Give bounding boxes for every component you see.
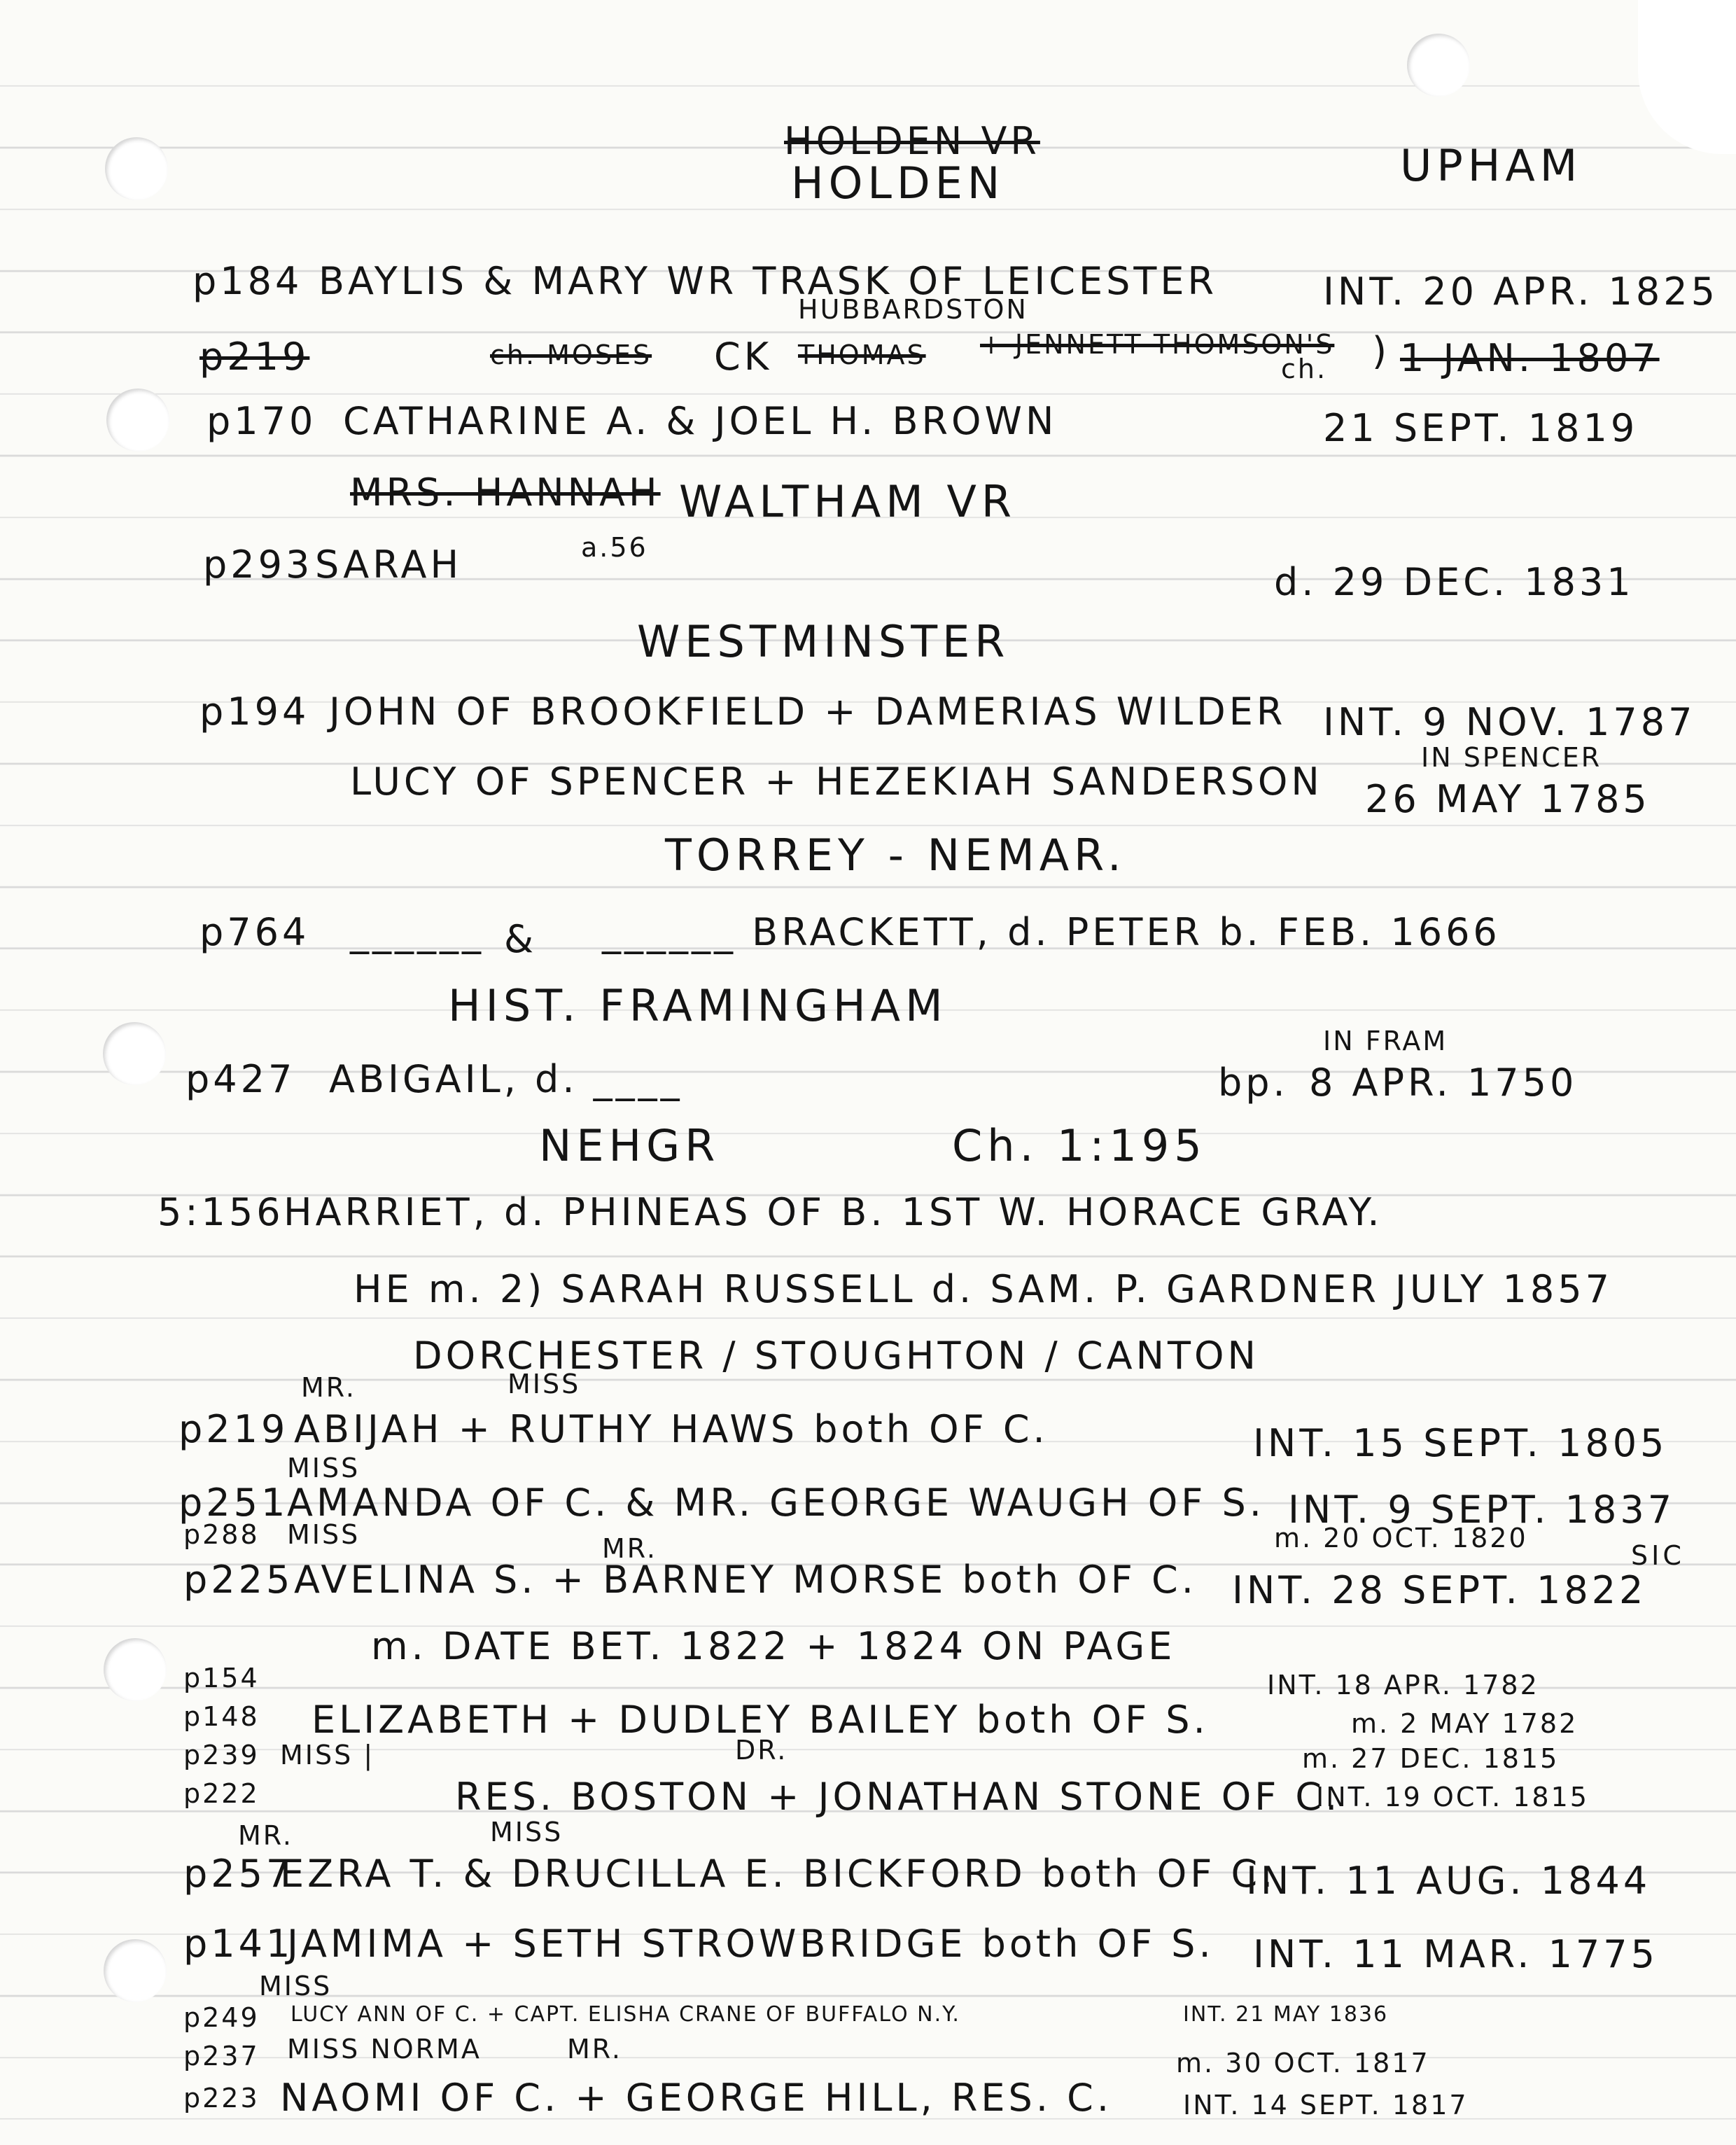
entry-page: p141: [183, 1922, 294, 1966]
rounded-corner: [1638, 0, 1736, 154]
entry-paren: ): [1372, 329, 1391, 373]
heading-surname: UPHAM: [1400, 140, 1583, 191]
entry-date: m. 2 MAY 1782: [1351, 1708, 1578, 1739]
entry-page: p239: [183, 1740, 260, 1770]
heading-waltham: WALTHAM VR: [679, 476, 1016, 527]
entry-page: p288: [183, 1519, 260, 1550]
pre-note: MISS: [259, 1971, 332, 2001]
punch-hole-bottom: [104, 1939, 167, 2002]
entry-date: INT. 15 SEPT. 1805: [1253, 1421, 1668, 1465]
struck-page: p219: [200, 335, 310, 379]
entry-bp: bp.: [1218, 1061, 1289, 1105]
entry-text: JAMIMA + SETH STROWBRIDGE both OF S.: [287, 1922, 1214, 1966]
entry-text: LUCY ANN OF C. + CAPT. ELISHA CRANE OF BUFFALO N.Y.: [290, 2002, 960, 2027]
pre-note: MISS: [287, 1453, 360, 1483]
heading-framingham: HIST. FRAMINGHAM: [448, 980, 948, 1031]
entry-text: ELIZABETH + DUDLEY BAILEY both OF S.: [312, 1698, 1209, 1742]
entry-text: EZRA T. & DRUCILLA E. BICKFORD both OF C.: [280, 1852, 1277, 1896]
entry-page: p154: [183, 1663, 260, 1693]
entry-page: p184: [192, 259, 303, 303]
pre-note: MISS: [287, 1519, 360, 1550]
entry-note: IN SPENCER: [1421, 742, 1602, 773]
entry-ch: ch.: [1281, 354, 1328, 384]
entry-page: p427: [186, 1057, 296, 1101]
mid-note: MISS: [490, 1817, 564, 1847]
heading-westminster: WESTMINSTER: [637, 616, 1010, 667]
entry-date: INT. 14 SEPT. 1817: [1183, 2090, 1469, 2120]
entry-age: a.56: [581, 532, 648, 563]
struck-date: 1 JAN. 1807: [1400, 336, 1660, 380]
entry-page: p194: [200, 690, 310, 734]
entry-date: 8 APR. 1750: [1309, 1061, 1578, 1105]
entry-ck: CK: [714, 335, 773, 379]
struck-heading: MRS. HANNAH: [350, 470, 661, 515]
heading-torrey: TORREY - NEMAR.: [665, 830, 1126, 881]
entry-date: m. 27 DEC. 1815: [1302, 1743, 1560, 1774]
entry-date: INT. 21 MAY 1836: [1183, 2002, 1389, 2027]
note-above: HUBBARDSTON: [798, 294, 1028, 325]
entry-name: SARAH: [315, 543, 463, 587]
entry-date: INT. 19 OCT. 1815: [1316, 1782, 1589, 1812]
entry-text: RES. BOSTON + JONATHAN STONE OF C.: [455, 1775, 1341, 1819]
punch-hole-lower: [104, 1638, 167, 1701]
struck-text: ch. MOSES: [490, 340, 652, 370]
punch-hole-upper: [106, 389, 169, 452]
entry-date: INT. 28 SEPT. 1822: [1232, 1568, 1647, 1612]
entry-date: INT. 20 APR. 1825: [1323, 270, 1718, 314]
entry-page: p225: [183, 1558, 294, 1602]
entry-page: p251: [178, 1481, 289, 1525]
heading-dorchester: DORCHESTER / STOUGHTON / CANTON: [413, 1334, 1259, 1378]
punch-hole-middle: [103, 1022, 166, 1085]
entry-page: p293: [203, 543, 314, 587]
entry-note: IN FRAM: [1323, 1026, 1448, 1056]
pre-note: MISS |: [280, 1740, 375, 1770]
entry-page: p170: [206, 399, 317, 443]
entry-page: p222: [183, 1778, 260, 1809]
entry-date: INT. 18 APR. 1782: [1267, 1670, 1539, 1700]
heading-holden: HOLDEN: [791, 158, 1005, 209]
struck-name: THOMAS: [798, 340, 926, 370]
mid-note: MR.: [602, 1533, 657, 1564]
pre-note: MR.: [301, 1372, 356, 1403]
entry-page: p148: [183, 1701, 260, 1732]
entry-date: 21 SEPT. 1819: [1323, 406, 1639, 450]
entry-date: m. 30 OCT. 1817: [1176, 2048, 1430, 2078]
entry-date: INT. 11 MAR. 1775: [1253, 1932, 1658, 1976]
punch-hole-top: [105, 137, 168, 200]
entry-page: p249: [183, 2002, 260, 2033]
entry-page: p219: [178, 1407, 289, 1451]
pre-note: MISS NORMA: [287, 2034, 482, 2064]
entry-date: 26 MAY 1785: [1365, 777, 1651, 821]
entry-text: BAYLIS & MARY WR TRASK OF LEICESTER: [318, 259, 1218, 303]
entry-blank: ______: [350, 910, 484, 954]
entry-text: CATHARINE A. & JOEL H. BROWN: [343, 399, 1058, 443]
entry-amp: &: [504, 917, 538, 961]
nehgr-ref: Ch. 1:195: [952, 1120, 1207, 1171]
entry-date: INT. 9 NOV. 1787: [1323, 700, 1696, 744]
entry-page: 5:156: [158, 1190, 284, 1234]
entry-page: p237: [183, 2041, 260, 2071]
mid-note: MISS: [507, 1369, 581, 1399]
mid-note: DR.: [735, 1735, 788, 1766]
entry-page: p223: [183, 2083, 260, 2113]
entry-text: HARRIET, d. PHINEAS OF B. 1ST W. HORACE GRAY.: [284, 1190, 1383, 1234]
entry-page: p257: [183, 1852, 294, 1896]
entry-date: INT. 9 SEPT. 1837: [1288, 1488, 1676, 1532]
entry-page: p764: [200, 910, 310, 954]
entry-date: d. 29 DEC. 1831: [1274, 560, 1634, 604]
heading-nehgr: NEHGR: [539, 1120, 720, 1171]
struck-heading: HOLDEN VR: [784, 119, 1040, 163]
entry-text: ABIGAIL, d. ____: [329, 1057, 683, 1101]
entry-text: AVELINA S. + BARNEY MORSE both OF C.: [294, 1558, 1197, 1602]
sic-note: SIC: [1631, 1540, 1685, 1571]
entry-text: AMANDA OF C. & MR. GEORGE WAUGH OF S.: [287, 1481, 1265, 1525]
entry-date: INT. 11 AUG. 1844: [1246, 1859, 1651, 1903]
punch-hole-top-right: [1407, 34, 1470, 97]
entry-text: JOHN OF BROOKFIELD + DAMERIAS WILDER: [329, 690, 1287, 734]
struck-rest: + JENNETT THOMSON'S: [980, 329, 1335, 360]
entry-text: NAOMI OF C. + GEORGE HILL, RES. C.: [280, 2076, 1113, 2120]
entry-date: m. 20 OCT. 1820: [1274, 1523, 1528, 1553]
entry-text: ______ BRACKETT, d. PETER b. FEB. 1666: [602, 910, 1501, 954]
pre-note: MR.: [238, 1820, 293, 1851]
entry-text: ABIJAH + RUTHY HAWS both OF C.: [294, 1407, 1049, 1451]
entry-note: m. DATE BET. 1822 + 1824 ON PAGE: [371, 1624, 1176, 1668]
entry-text: HE m. 2) SARAH RUSSELL d. SAM. P. GARDNER JULY 1857: [354, 1267, 1613, 1311]
entry-text: LUCY OF SPENCER + HEZEKIAH SANDERSON: [350, 760, 1323, 804]
mid-note: MR.: [567, 2034, 622, 2064]
